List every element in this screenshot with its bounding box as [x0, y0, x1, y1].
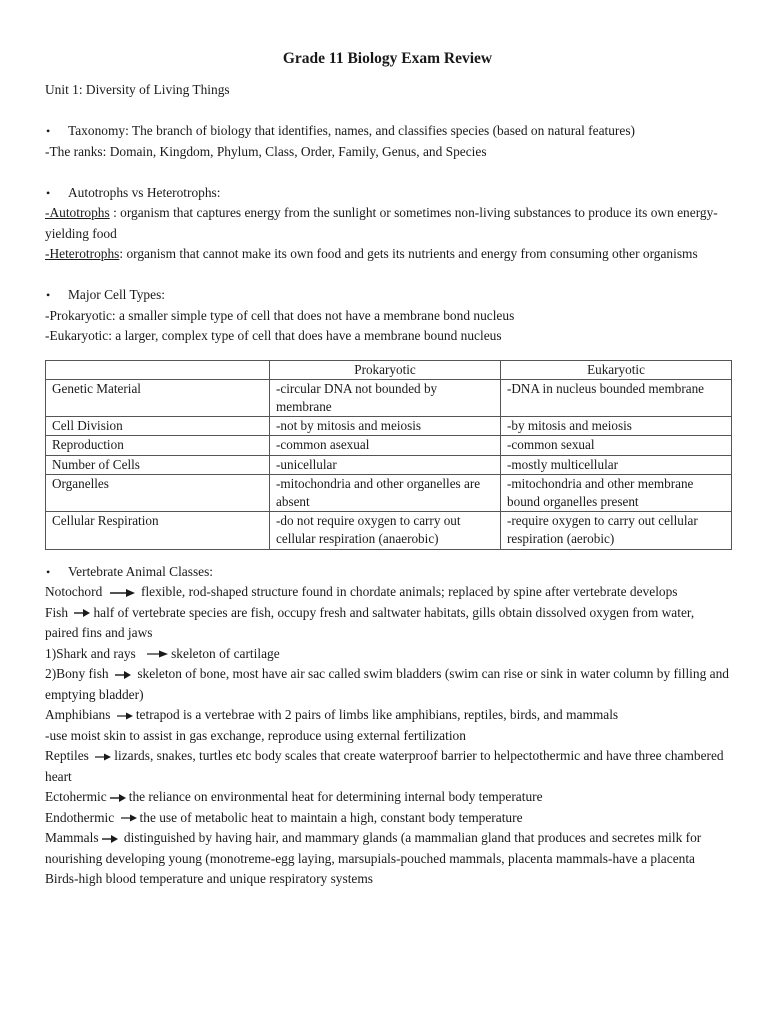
table-cell: -do not require oxygen to carry out cellular respiration (anaerobic) [270, 512, 501, 549]
right-arrow-icon [141, 649, 169, 659]
mammals-term: Mammals [45, 830, 99, 846]
bony-fish-text: skeleton of bone, most have air sac called swim bladders (swim can rise or sink in water column by filling and emptying bladder) [45, 666, 729, 702]
endothermic-term: Endothermic [45, 809, 115, 825]
table-row [46, 417, 732, 436]
trophs-text: Autotrophs vs Heterotrophs: [68, 184, 221, 200]
shark-entry [45, 644, 730, 665]
vertebrate-text: Vertebrate Animal Classes: [68, 563, 214, 579]
table-header-cell: Prokaryotic [270, 360, 501, 379]
taxonomy-text: Taxonomy: The branch of biology that identifies, names, and classifies species (based on natural features) [68, 123, 635, 138]
table-cell: Cellular Respiration [46, 512, 270, 549]
amphibians-entry [45, 705, 730, 726]
autotroph-definition [45, 203, 730, 244]
table-row [46, 436, 732, 455]
taxonomy-ranks: -The ranks: Domain, Kingdom, Phylum, Class, Order, Family, Genus, and Species [45, 143, 487, 159]
reptiles-term: Reptiles [45, 748, 89, 764]
right-arrow-icon [120, 813, 138, 823]
table-cell: -common sexual [501, 436, 732, 455]
ectothermic-term: Ectohermic [45, 789, 107, 805]
table-row [46, 455, 732, 474]
table-cell: -require oxygen to carry out cellular respiration (aerobic) [501, 512, 732, 549]
table-row [46, 474, 732, 511]
bullet-icon: • [46, 124, 51, 138]
table-cell: -by mitosis and meiosis [501, 417, 732, 436]
endothermic-entry [45, 808, 730, 829]
bullet-icon: • [46, 185, 51, 200]
bullet-icon: • [46, 288, 51, 302]
amphibians-text: tetrapod is a vertebrae with 2 pairs of limbs like amphibians, reptiles, birds, and mammals [135, 707, 619, 723]
eukaryotic-definition: -Eukaryotic: a larger, complex type of cell that does have a membrane bound nucleus [45, 328, 502, 343]
document-page [45, 48, 730, 890]
right-arrow-icon [109, 793, 127, 803]
table-cell: Number of Cells [46, 455, 270, 474]
cell-types-bullet [45, 285, 730, 306]
notochord-text: flexible, rod-shaped structure found in chordate animals; replaced by spine after vertebrate develops [137, 584, 678, 600]
table-header-row [46, 360, 732, 379]
amphibians-extra: -use moist skin to assist in gas exchange, reproduce using external fertilization [45, 727, 466, 743]
fish-term: Fish [45, 604, 69, 620]
table-cell: -circular DNA not bounded by membrane [270, 379, 501, 416]
right-arrow-icon [94, 752, 112, 762]
right-arrow-icon [108, 588, 136, 598]
table-cell: -unicellular [270, 455, 501, 474]
heterotroph-term: -Heterotrophs [45, 246, 120, 261]
ectothermic-text: the reliance on environmental heat for determining internal body temperature [128, 789, 543, 805]
birds-entry: Birds-high blood temperature and unique respiratory systems [45, 871, 373, 887]
right-arrow-icon [116, 711, 134, 721]
bony-fish-term: 2)Bony fish [45, 666, 109, 682]
heterotroph-definition [45, 244, 730, 265]
right-arrow-icon [73, 608, 91, 618]
table-cell: Genetic Material [46, 379, 270, 416]
taxonomy-bullet [45, 121, 730, 142]
autotroph-text: : organism that captures energy from the sunlight or sometimes non-living substances to produce its own energy-yielding food [45, 205, 718, 241]
table-cell: -DNA in nucleus bounded membrane [501, 379, 732, 416]
right-arrow-icon [114, 670, 132, 680]
reptiles-text: lizards, snakes, turtles etc body scales that create waterproof barrier to helpectothermic and have three chambered heart [45, 748, 724, 784]
bony-fish-entry [45, 664, 730, 705]
fish-entry [45, 603, 730, 644]
cell-comparison-table [45, 360, 732, 550]
heterotroph-text: : organism that cannot make its own food and gets its nutrients and energy from consuming other organisms [119, 246, 698, 261]
table-cell: Organelles [46, 474, 270, 511]
notochord-entry [45, 582, 730, 603]
reptiles-entry [45, 746, 730, 787]
cell-types-text: Major Cell Types: [68, 287, 166, 302]
table-cell: -not by mitosis and meiosis [270, 417, 501, 436]
table-cell: -mitochondria and other organelles are absent [270, 474, 501, 511]
trophs-bullet [45, 183, 730, 204]
shark-term: 1)Shark and rays [45, 645, 136, 661]
table-cell: Cell Division [46, 417, 270, 436]
bullet-icon: • [46, 564, 51, 579]
endothermic-text: the use of metabolic heat to maintain a high, constant body temperature [139, 809, 523, 825]
table-row [46, 379, 732, 416]
right-arrow-icon [101, 834, 119, 844]
table-cell: Reproduction [46, 436, 270, 455]
unit-heading: Unit 1: Diversity of Living Things [45, 82, 230, 97]
ectothermic-entry [45, 787, 730, 808]
page-title: Grade 11 Biology Exam Review [282, 50, 493, 67]
mammals-entry [45, 828, 730, 869]
prokaryotic-definition: -Prokaryotic: a smaller simple type of cell that does not have a membrane bond nucleus [45, 307, 515, 323]
fish-text: half of vertebrate species are fish, occupy fresh and saltwater habitats, gills obtain dissolved oxygen from water, paired fins and jaws [45, 604, 695, 641]
notochord-term: Notochord [45, 584, 103, 600]
autotroph-term: -Autotrophs [45, 205, 110, 220]
vertebrate-bullet [45, 562, 730, 583]
shark-text: skeleton of cartilage [171, 645, 280, 661]
table-cell: -common asexual [270, 436, 501, 455]
amphibians-term: Amphibians [45, 707, 111, 723]
table-cell: -mitochondria and other membrane bound organelles present [501, 474, 732, 511]
table-header-cell [46, 360, 270, 379]
mammals-text: distinguished by having hair, and mammary glands (a mammalian gland that produces and secretes milk for nourishing developing young (monotreme-egg laying, marsupials-pouched mammals, placenta mammals-have a placenta [45, 830, 702, 866]
table-header-cell: Eukaryotic [501, 360, 732, 379]
table-row [46, 512, 732, 549]
table-cell: -mostly multicellular [501, 455, 732, 474]
